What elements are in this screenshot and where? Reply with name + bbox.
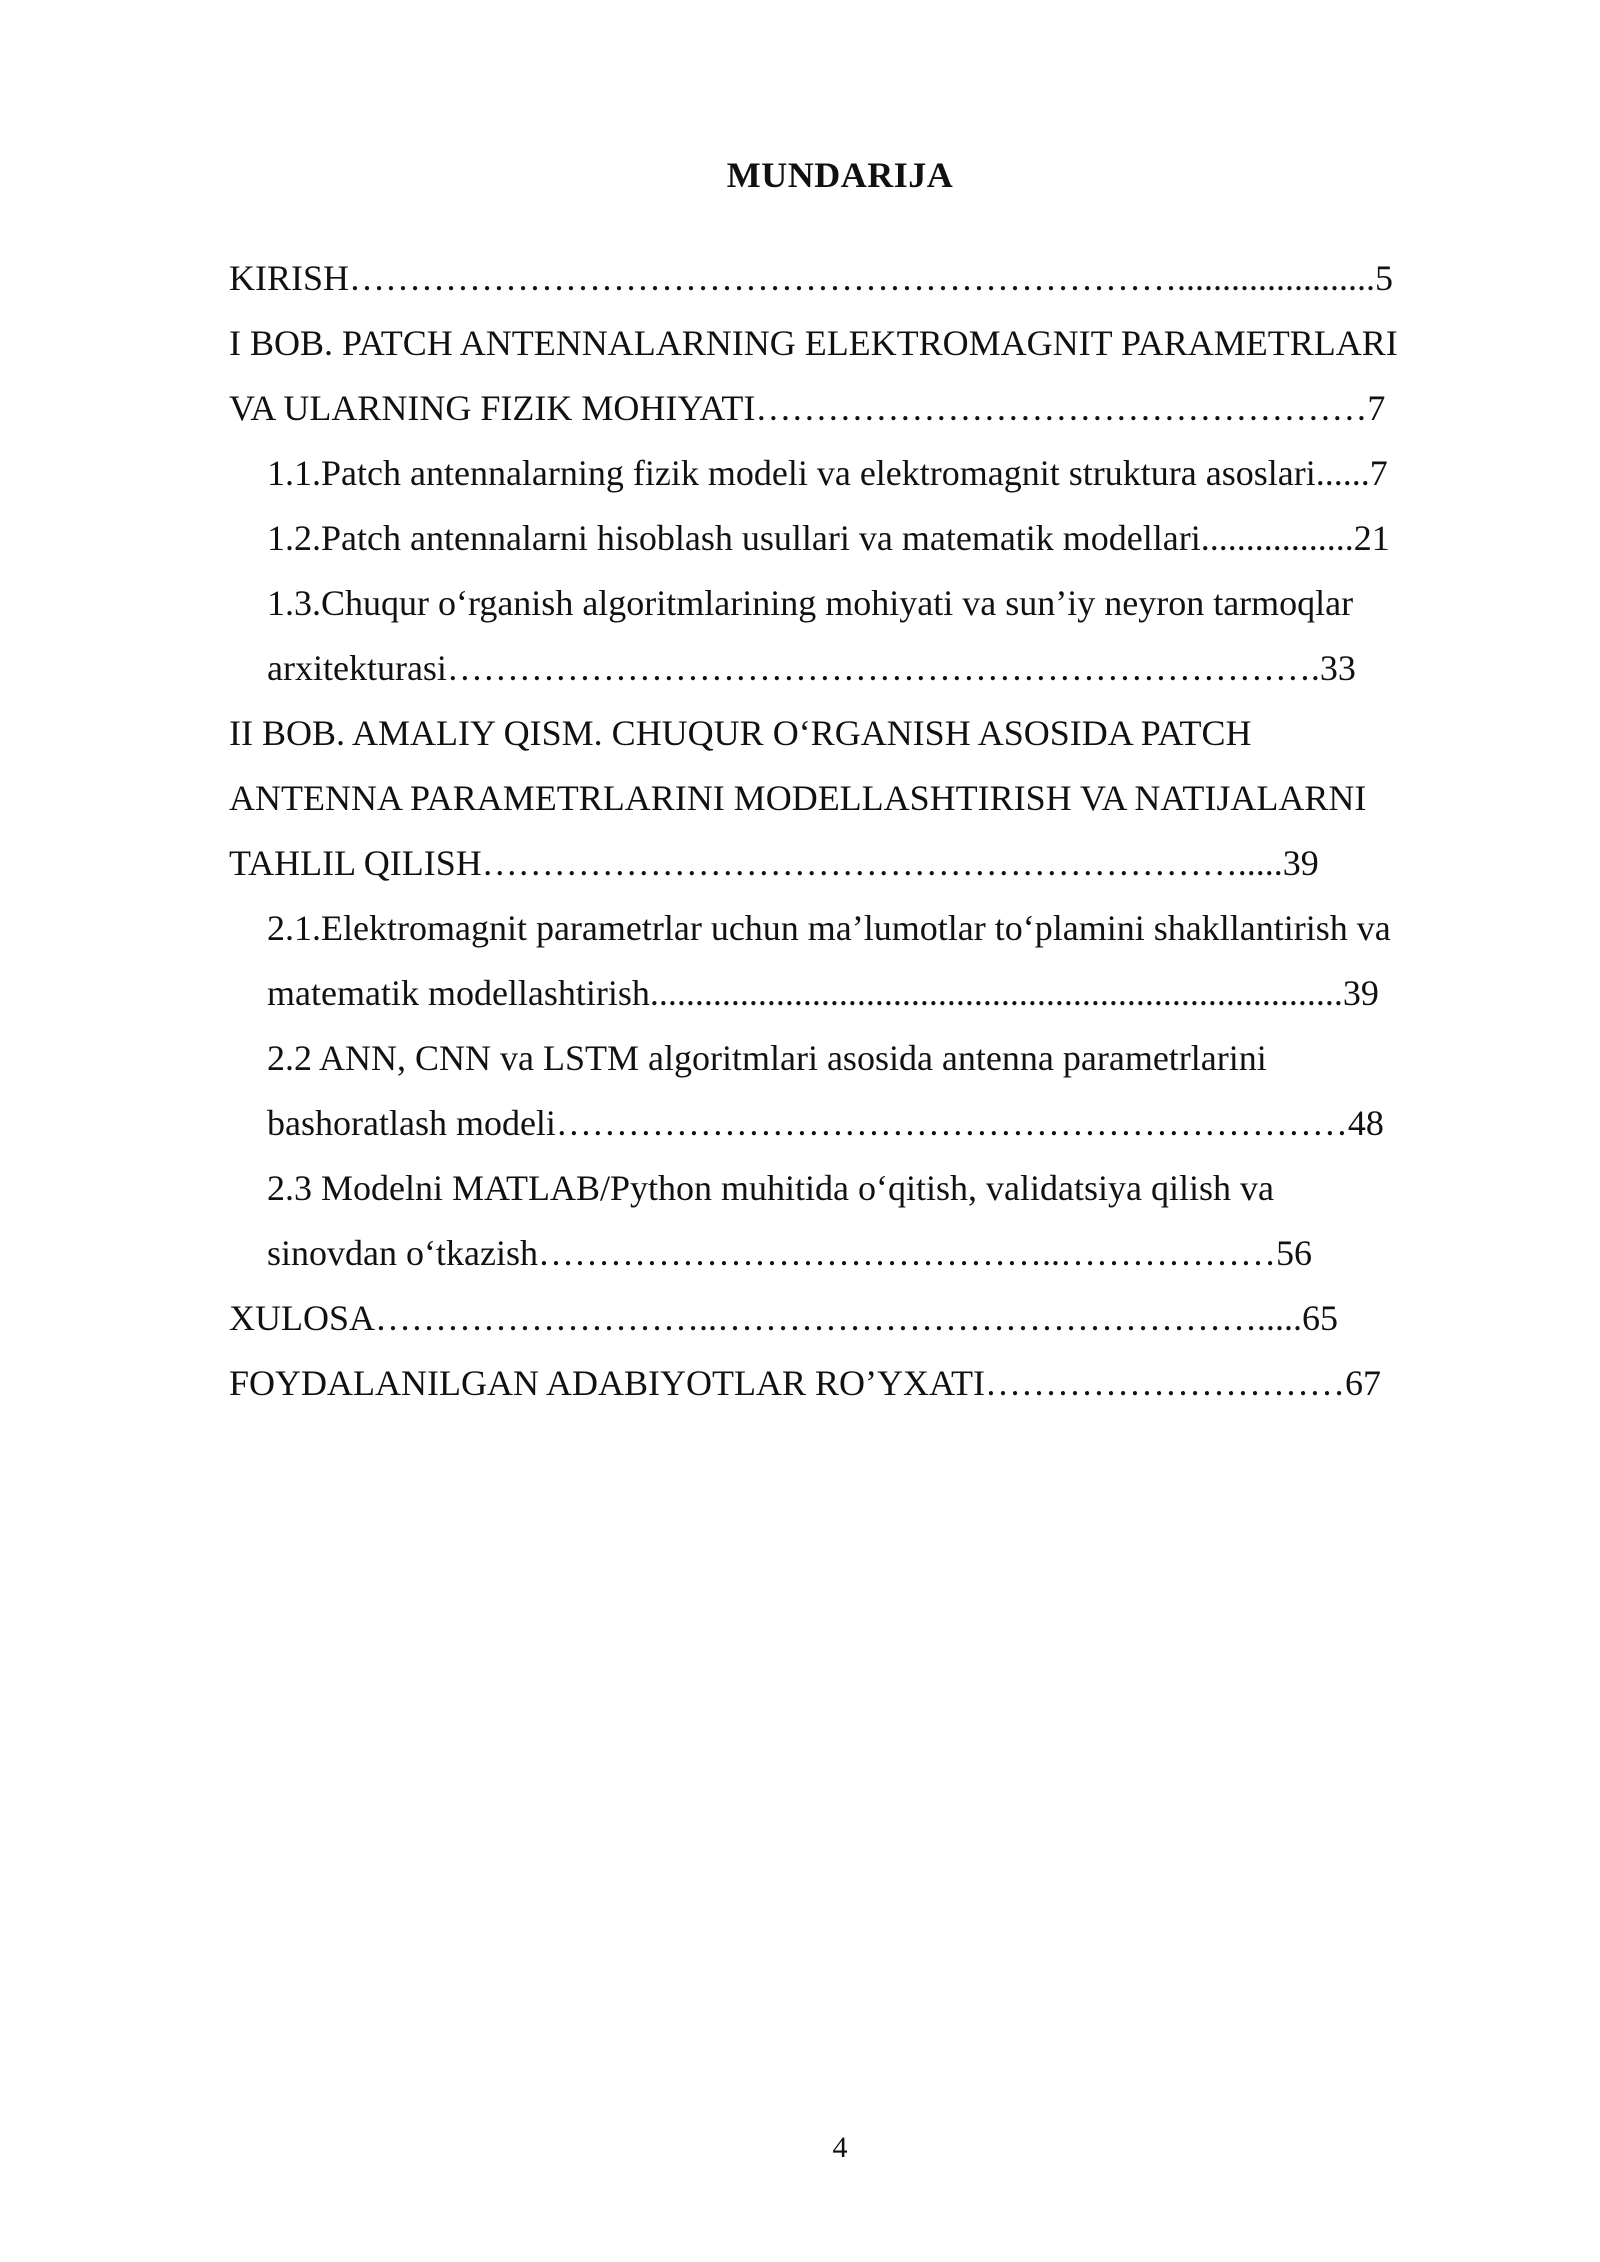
page-title: MUNDARIJA — [726, 155, 954, 195]
table-of-contents — [229, 246, 1449, 1416]
toc-line-section-2-3-b: sinovdan o‘tkazish……………………………………..………………56 — [267, 1233, 1312, 1273]
toc-line-section-2-1-a: 2.1.Elektromagnit parametrlar uchun ma’lumotlar to‘plamini shakllantirish va — [267, 908, 1391, 948]
toc-line-section-1-2: 1.2.Patch antennalarni hisoblash usullari va matematik modellari.................21 — [267, 518, 1390, 558]
toc-line-references: FOYDALANILGAN ADABIYOTLAR RO’YXATI…………………………67 — [229, 1363, 1381, 1403]
toc-line-chapter-1-title-a: I BOB. PATCH ANTENNALARNING ELEKTROMAGNIT PARAMETRLARI — [229, 323, 1398, 363]
toc-line-chapter-1-title-b: VA ULARNING FIZIK MOHIYATI……………………………………………7 — [229, 388, 1386, 428]
toc-line-kirish: KIRISH……………………………………………………………......................5 — [229, 258, 1394, 298]
toc-line-xulosa: XULOSA………………………..……………………………………….....65 — [229, 1298, 1339, 1338]
toc-line-chapter-2-title-a: II BOB. AMALIY QISM. CHUQUR O‘RGANISH ASOSIDA PATCH — [229, 713, 1252, 753]
toc-line-section-2-1-b: matematik modellashtirish.............................................................................39 — [267, 973, 1379, 1013]
toc-line-section-1-3-a: 1.3.Chuqur o‘rganish algoritmlarining mohiyati va sun’iy neyron tarmoqlar — [267, 583, 1354, 623]
toc-line-section-2-2-a: 2.2 ANN, CNN va LSTM algoritmlari asosida antenna parametrlarini — [267, 1038, 1267, 1078]
toc-line-section-2-3-a: 2.3 Modelni MATLAB/Python muhitida o‘qitish, validatsiya qilish va — [267, 1168, 1274, 1208]
toc-line-section-1-3-b: arxitekturasi……………………………………………………………….33 — [267, 648, 1356, 688]
toc-line-chapter-2-title-c: TAHLIL QILISH……………………………………………………….....39 — [229, 843, 1319, 883]
toc-line-chapter-2-title-b: ANTENNA PARAMETRLARINI MODELLASHTIRISH VA NATIJALARNI — [229, 778, 1367, 818]
page-number: 4 — [832, 2131, 848, 2164]
toc-line-section-2-2-b: bashoratlash modeli…………………………………………………………48 — [267, 1103, 1384, 1143]
toc-line-section-1-1: 1.1.Patch antennalarning fizik modeli va elektromagnit struktura asoslari......7 — [267, 453, 1388, 493]
